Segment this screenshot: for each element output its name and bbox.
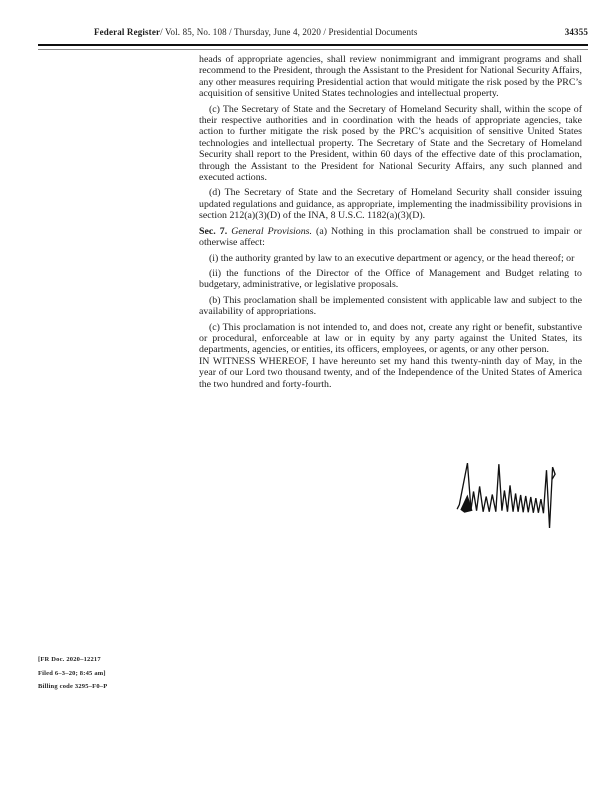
section-text: (a) Nothing in this proclamation shall be construed to impair or otherwise affect: [199,225,582,249]
paragraph-item-ii: (ii) the functions of the Director of the Office of Management and Budget relating to budgetary, administrative, or legislative proposals. [199,267,582,291]
header-rule-gray [38,49,588,51]
page-number: 34355 [564,27,588,37]
presidential-signature [452,456,566,532]
fr-doc-number: [FR Doc. 2020–12217 [38,656,101,663]
header-rule-black [38,44,588,46]
paragraph-sec6-c: (c) The Secretary of State and the Secretary of Homeland Security shall, within the scope of their respective authorities and in coordination with the heads of appropriate agencies, take action to further mitigate the risk posed by the PRC’s acquisition of sensitive United States technologies and intellectual property. The Secretary of State and the Secretary of Homeland Security shall report to the President, within 60 days of the effective date of this proclamation, through the Assistant to the President for National Security Affairs, any such planned and executed actions. [199,103,582,184]
filed-date: Filed 6–3–20; 8:45 am] [38,669,106,677]
issue-info: / Vol. 85, No. 108 / Thursday, June 4, 2020 / Presidential Documents [160,27,418,37]
filing-block [38,653,107,694]
section-title: General Provisions. [227,225,312,237]
paragraph-sec6-d: (d) The Secretary of State and the Secretary of Homeland Security shall consider issuing updated regulations and guidance, as appropriate, implementing the inadmissibility provisions in section 212(a)(3)(D) of the INA, 8 U.S.C. 1182(a)(3)(D). [199,187,582,222]
paragraph-sec7 [199,226,582,249]
signature-icon [452,456,566,532]
billing-code: Billing code 3295–F0–P [38,683,108,690]
paragraph-item-i: (i) the authority granted by law to an executive department or agency, or the head thereof; or [209,252,575,264]
journal-name: Federal Register [94,27,161,37]
section-number: Sec. 7. [199,225,228,237]
running-head-title [94,27,417,37]
document-body [199,54,582,390]
running-head [38,27,588,37]
paragraph-sec7-c: (c) This proclamation is not intended to, and does not, create any right or benefit, substantive or procedural, enforceable at law or in equity by any party against the United States, its departments, agencies, or entities, its officers, employees, or agents, or any other person. [199,321,582,356]
paragraph-witness: IN WITNESS WHEREOF, I have hereunto set my hand this twenty-ninth day of May, in the year of our Lord two thousand twenty, and of the Independence of the United States of America the two hundred and forty-fourth. [199,355,582,390]
paragraph-continuation: heads of appropriate agencies, shall review nonimmigrant and immigrant programs and shall recommend to the President, through the Assistant to the President for National Security Affairs, any other measures requiring Presidential action that would mitigate the risk posed by the PRC’s acquisition of sensitive United States technologies and intellectual property. [199,54,582,100]
paragraph-sec7-b: (b) This proclamation shall be implemented consistent with applicable law and subject to the availability of appropriations. [199,294,582,318]
